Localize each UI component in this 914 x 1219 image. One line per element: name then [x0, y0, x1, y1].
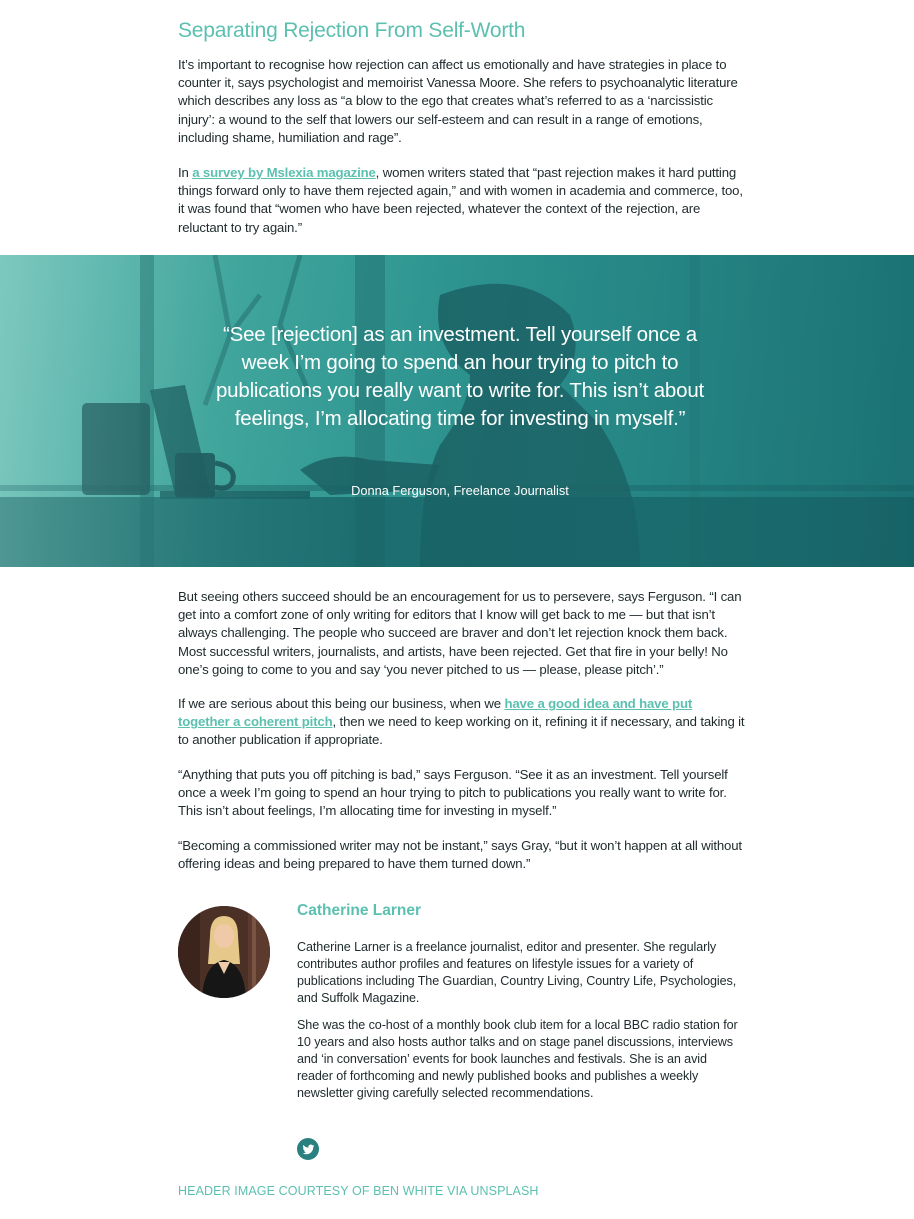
section-heading: Separating Rejection From Self-Worth [178, 19, 526, 42]
article-paragraph: It’s important to recognise how rejection can affect us emotionally and have strategies in place to counter it, says psychologist and memoirist Vanessa Moore. She refers to psychoanalytic literature which describes any loss as “a blow to the ego that creates what’s referred to as a ‘narcissistic injury’: a wound to the self that lowers our self-esteem and can result in a range of emotions, including shame, humiliation and rage”. [178, 57, 738, 145]
image-credit: HEADER IMAGE COURTESY OF BEN WHITE VIA UNSPLASH [178, 1184, 539, 1198]
article-paragraph: “Becoming a commissioned writer may not be instant,” says Gray, “but it won’t happen at all without offering ideas and being prepared to have them turned down.” [178, 838, 742, 872]
paragraph-text: If we are serious about this being our business, when we [178, 696, 505, 711]
article-paragraph [178, 164, 746, 237]
pullquote-banner [0, 255, 914, 567]
paragraph-text: , women writers stated that “past rejection makes it hard putting things forward only to have them rejected again,” and with women in academia and commerce, too, it was found that “women who have been rejected, whatever the context of the rejection, are reluctant to try again.” [178, 165, 743, 235]
author-avatar [178, 906, 270, 998]
paragraph-text: In [178, 165, 193, 180]
paragraph-text: , then we need to keep working on it, refining it if necessary, and taking it to another publication if appropriate. [178, 714, 745, 748]
article-paragraph: “Anything that puts you off pitching is bad,” says Ferguson. “See it as an investment. Tell yourself once a week I’m going to spend an hour trying to pitch to publications you really want to write for. This isn’t about feelings, I’m allocating time for investing in myself.” [178, 767, 728, 819]
author-name: Catherine Larner [297, 902, 422, 919]
pullquote-text: “See [rejection] as an investment. Tell yourself once a week I’m going to spend an hour trying to pitch to publications you really want to write for. This isn’t about feelings, I’m allocating time for investing in myself.” [215, 323, 705, 430]
article-paragraph: But seeing others succeed should be an encouragement for us to persevere, says Ferguson. “I can get into a comfort zone of only writing for editors that I know will get back to me — but that isn’t always challenging. The people who succeed are braver and don’t let rejection knock them back. Most successful writers, journalists, and artists, have been rejected. Get that fire in your belly! No one’s going to come to you and say ‘you never pitched to us — please, please pitch’.” [178, 589, 742, 677]
pullquote-attribution: Donna Ferguson, Freelance Journalist [351, 483, 569, 498]
twitter-icon[interactable] [297, 1138, 319, 1160]
mslexia-survey-link[interactable]: a survey by Mslexia magazine [192, 165, 376, 180]
article-paragraph [178, 695, 746, 750]
author-bio: She was the co-host of a monthly book club item for a local BBC radio station for 10 years and also hosts author talks and on stage panel discussions, interviews and ‘in conversation’ events for book launches and festivals. She is an avid reader of forthcoming and newly published books and publishes a weekly newsletter giving carefully selected recommendations. [297, 1018, 738, 1100]
pitch-guide-link[interactable]: have a good idea and have put together a coherent pitch [178, 696, 693, 730]
author-bio: Catherine Larner is a freelance journalist, editor and presenter. She regularly contributes author profiles and features on lifestyle issues for a variety of publications including The Guardian, Country Living, Country Life, Psychologies, and Suffolk Magazine. [297, 940, 737, 1005]
